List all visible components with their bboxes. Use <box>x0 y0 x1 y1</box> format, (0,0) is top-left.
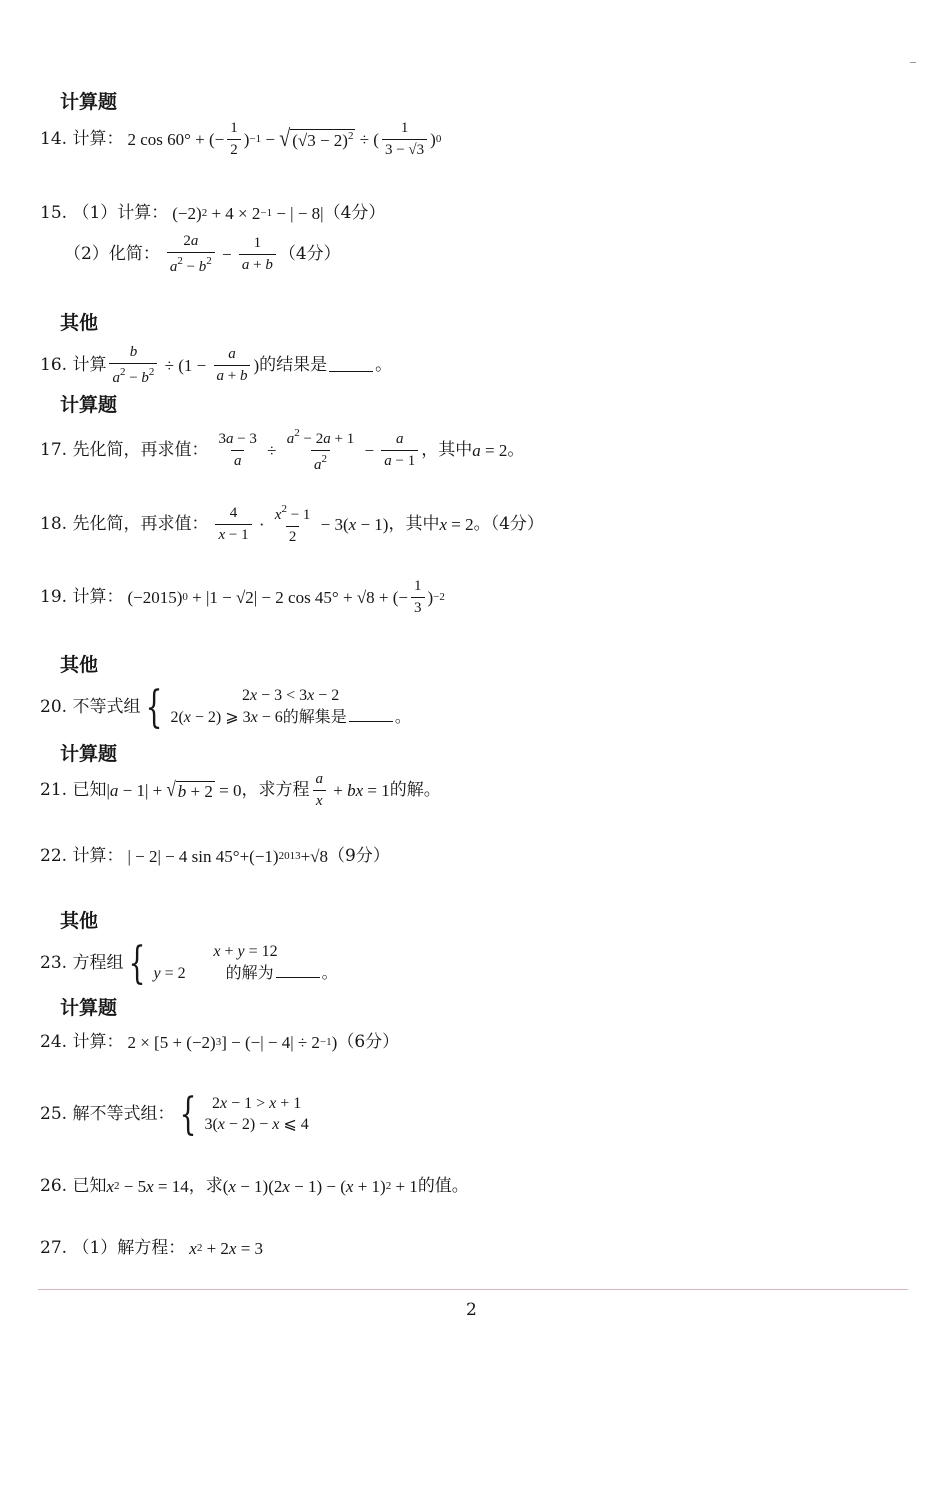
corner-mark <box>910 62 916 63</box>
equation: $\frac{a}{x}$ + bx = 1 <box>309 771 389 809</box>
math-expression: $\frac{2a}{a^2 - b^2}$ − $\frac{1}{a + b}$ <box>164 233 279 275</box>
page-number: 2 <box>466 1300 477 1320</box>
question-number: 22. 计算： <box>40 846 124 866</box>
question-text: ，求方程 <box>241 779 310 800</box>
question-text: 的结果是 <box>259 354 328 375</box>
section-heading: 其他 <box>60 910 99 932</box>
footer-divider <box>38 1289 908 1290</box>
punctuation: 。 <box>394 708 411 726</box>
question-number: 23. 方程组 <box>40 952 124 973</box>
math-expression: | a − 1| + √ b + 2 = 0 <box>106 777 242 801</box>
section-heading: 计算题 <box>60 743 118 765</box>
equation: x 2 + 2 x = 3 <box>189 1239 264 1258</box>
question-number: 17. 先化简，再求值： <box>40 439 209 460</box>
question-21 <box>40 771 441 809</box>
question-text: 的解为 <box>225 962 274 982</box>
math-expression: (−2) 2 + 4 × 2 −1 − | − 8| <box>172 204 324 223</box>
question-number: 19. 计算： <box>40 586 124 607</box>
question-17 <box>40 427 524 473</box>
inequality-system: 2x − 3 < 3x − 2 2(x − 2) ⩾ 3x − 6的解集是 。 <box>170 687 411 726</box>
condition: x 2 − 5 x = 14 <box>106 1177 189 1196</box>
question-27 <box>40 1240 263 1257</box>
math-expression: 2 × [5 + (−2) 3 ] − (−| − 4| ÷ 2 −1 ) <box>127 1033 338 1052</box>
answer-blank[interactable] <box>276 964 320 978</box>
question-text: 的值。 <box>417 1176 469 1196</box>
math-expression: 2 cos 60° + (− $\frac{1}{2}$ ) −1 − √ $(√3 - 2)^2$ ÷ ( $\frac{1}{3 - √3}$ ) 0 <box>127 120 442 158</box>
question-20 <box>40 681 411 733</box>
score-note: （6分） <box>337 1032 400 1052</box>
question-15-part-2 <box>64 233 341 275</box>
math-expression: ( x − 1)(2 x − 1) − ( x + 1) 2 + 1 <box>222 1177 418 1196</box>
math-expression: | − 2| − 4 sin 45°+(−1) 2013 +√8 <box>127 847 328 866</box>
sub-question-label: （2）化简： <box>64 243 160 264</box>
question-24 <box>40 1034 399 1051</box>
section-heading: 其他 <box>60 312 99 334</box>
punctuation: 。 <box>507 439 525 460</box>
question-number: 25. 解不等式组： <box>40 1104 175 1125</box>
question-number: 14. 计算： <box>40 128 124 149</box>
inequality-system: 2x − 1 > x + 1 3(x − 2) − x ⩽ 4 <box>204 1095 309 1133</box>
question-number: 20. 不等式组 <box>40 696 141 717</box>
condition: x = 2 <box>439 514 474 534</box>
question-23 <box>40 937 338 989</box>
brace-icon: { <box>129 937 146 989</box>
question-text: 的解集是 <box>282 706 347 726</box>
question-number: 21. 已知 <box>40 779 107 800</box>
question-15-part-1 <box>40 205 385 222</box>
question-text: ，其中 <box>388 513 440 534</box>
question-14 <box>40 120 441 158</box>
brace-icon: { <box>146 681 163 733</box>
question-number: 15. （1）计算： <box>40 203 169 223</box>
section-heading: 其他 <box>60 654 99 676</box>
question-text: ，求 <box>188 1176 223 1196</box>
answer-blank[interactable] <box>329 358 373 372</box>
question-number: 16. 计算 <box>40 354 107 375</box>
question-text: 的解。 <box>389 779 441 800</box>
question-22 <box>40 848 390 865</box>
brace-icon: { <box>180 1089 197 1140</box>
punctuation: 。 <box>321 964 338 982</box>
question-18 <box>40 503 544 545</box>
math-expression: (−2015) 0 + |1 − √2| − 2 cos 45° + √8 + (− $\frac{1}{3}$ ) −2 <box>127 578 445 616</box>
math-expression: $\frac{b}{a^2 - b^2}$ ÷ (1 − $\frac{a}{a + b}$ ) <box>106 344 259 386</box>
question-number: 24. 计算： <box>40 1032 124 1052</box>
question-number: 27. （1）解方程： <box>40 1238 186 1258</box>
question-16 <box>40 344 392 386</box>
punctuation: 。 <box>375 354 393 375</box>
question-text: ，其中 <box>421 439 473 460</box>
math-expression: $\frac{4}{x - 1}$ · $\frac{x^2 - 1}{2}$ − 3( x − 1) <box>212 503 388 545</box>
score-note: （4分） <box>323 203 386 223</box>
score-note: 。（4分） <box>473 513 544 534</box>
question-19 <box>40 578 445 616</box>
score-note: （9分） <box>328 846 390 866</box>
score-note: （4分） <box>278 243 341 264</box>
equation-system: x + y = 12 y = 2 的解为 。 <box>153 943 338 982</box>
section-heading: 计算题 <box>60 91 118 113</box>
question-number: 26. 已知 <box>40 1176 107 1196</box>
question-26 <box>40 1178 469 1195</box>
math-expression: $\frac{3a - 3}{a}$ ÷ $\frac{a^2 - 2a + 1}{a^2}$ − $\frac{a}{a - 1}$ <box>212 427 421 473</box>
answer-blank[interactable] <box>349 708 393 722</box>
section-heading: 计算题 <box>60 997 118 1019</box>
section-heading: 计算题 <box>60 394 118 416</box>
question-25 <box>40 1089 309 1140</box>
condition: a = 2 <box>472 440 508 460</box>
question-number: 18. 先化简，再求值： <box>40 513 209 534</box>
